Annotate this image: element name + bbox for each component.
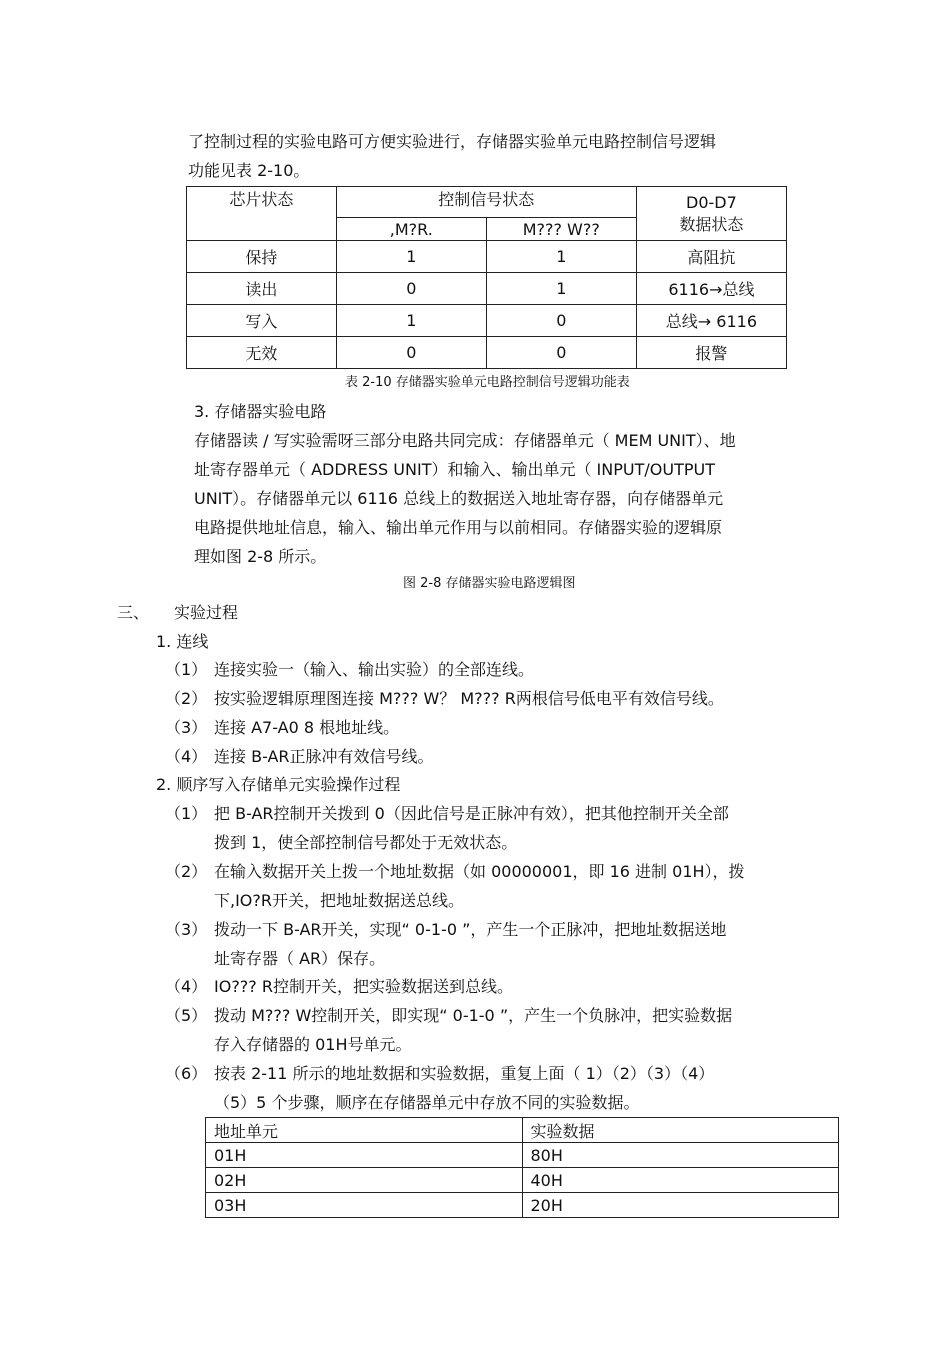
- address-cell: 02H: [206, 1168, 523, 1193]
- data-state-cell: 报警: [636, 337, 786, 369]
- step-3-number: （3）: [165, 920, 208, 939]
- table-2-10: [186, 186, 787, 369]
- step-5-line-2: 存入存储器的 01H号单元。: [214, 1035, 412, 1054]
- step-1-line-2: 拨到 1，使全部控制信号都处于无效状态。: [214, 833, 518, 852]
- table-header-data: 实验数据: [522, 1118, 839, 1143]
- section-3-para-line-3: UNIT）。存储器单元以 6116 总线上的数据送入地址寄存器，向存储器单元: [194, 489, 724, 508]
- address-cell: 03H: [206, 1193, 523, 1218]
- wiring-item-1-text: 连接实验一（输入、输出实验）的全部连线。: [214, 660, 535, 679]
- address-cell: 01H: [206, 1143, 523, 1168]
- mw-cell: 0: [486, 305, 636, 337]
- table-row: [187, 273, 787, 305]
- figure-2-8-caption: 图 2-8 存储器实验电路逻辑图: [403, 576, 576, 591]
- table-row: [206, 1168, 839, 1193]
- step-2-line-2: 下,IO?R开关，把地址数据送总线。: [214, 891, 465, 910]
- data-cell: 40H: [522, 1168, 839, 1193]
- intro-line-1: 了控制过程的实验电路可方便实验进行，存储器实验单元电路控制信号逻辑: [188, 132, 717, 151]
- wiring-item-3-text: 连接 A7-A0 8 根地址线。: [214, 718, 400, 737]
- chip-state-cell: 写入: [187, 305, 337, 337]
- subsection-1-heading: 1. 连线: [156, 632, 209, 651]
- step-5-line-1: 拨动 M??? W控制开关，即实现“ 0-1-0 ”，产生一个负脉冲，把实验数据: [214, 1006, 733, 1025]
- step-5-number: （5）: [165, 1006, 208, 1025]
- section-3-para-line-2: 址寄存器单元（ ADDRESS UNIT）和输入、输出单元（ INPUT/OUTPUT: [194, 460, 715, 479]
- wiring-item-3-number: （3）: [165, 718, 208, 737]
- step-2-line-1: 在输入数据开关上拨一个地址数据（如 00000001，即 16 进制 01H），拨: [214, 862, 745, 881]
- mr-cell: 1: [336, 305, 486, 337]
- table-subheader-mr: ,M?R.: [336, 218, 486, 241]
- wiring-item-4-number: （4）: [165, 747, 208, 766]
- table-row: [206, 1143, 839, 1168]
- step-3-line-1: 拨动一下 B-AR开关，实现“ 0-1-0 ”，产生一个正脉冲，把地址数据送地: [214, 920, 727, 939]
- intro-line-2: 功能见表 2-10。: [188, 161, 310, 180]
- data-state-cell: 6116→总线: [636, 273, 786, 305]
- data-cell: 20H: [522, 1193, 839, 1218]
- section-3-para-line-1: 存储器读 / 写实验需呀三部分电路共同完成：存储器单元（ MEM UNIT）、地: [194, 431, 736, 450]
- table-header-data-state: [636, 187, 786, 241]
- data-state-line-2: 数据状态: [679, 214, 744, 234]
- table-2-11: [205, 1117, 839, 1218]
- section-3-para-line-4: 电路提供地址信息，输入、输出单元作用与以前相同。存储器实验的逻辑原: [194, 518, 723, 537]
- step-6-line-2: （5）5 个步骤，顺序在存储器单元中存放不同的实验数据。: [214, 1093, 640, 1112]
- table-header-control-signal: 控制信号状态: [336, 187, 636, 218]
- data-state-line-1: D0-D7: [686, 192, 737, 212]
- mw-cell: 0: [486, 337, 636, 369]
- step-4-number: （4）: [165, 977, 208, 996]
- mw-cell: 1: [486, 241, 636, 273]
- table-row: [206, 1193, 839, 1218]
- section-3-para-line-5: 理如图 2-8 所示。: [194, 547, 327, 566]
- part-3-heading-number: 三、: [117, 603, 150, 622]
- mr-cell: 1: [336, 241, 486, 273]
- step-3-line-2: 址寄存器（ AR）保存。: [214, 949, 386, 968]
- part-3-heading: 实验过程: [174, 603, 239, 622]
- subsection-2-heading: 2. 顺序写入存储单元实验操作过程: [156, 775, 401, 794]
- mw-cell: 1: [486, 273, 636, 305]
- data-state-cell: 总线→ 6116: [636, 305, 786, 337]
- step-6-number: （6）: [165, 1064, 208, 1083]
- chip-state-cell: 读出: [187, 273, 337, 305]
- step-4-line-1: IO??? R控制开关，把实验数据送到总线。: [214, 977, 513, 996]
- wiring-item-2-text: 按实验逻辑原理图连接 M??? W？ M??? R两根信号低电平有效信号线。: [214, 689, 724, 708]
- section-3-heading: 3. 存储器实验电路: [194, 402, 327, 421]
- table-subheader-mw: M??? W??: [486, 218, 636, 241]
- mr-cell: 0: [336, 337, 486, 369]
- chip-state-cell: 保持: [187, 241, 337, 273]
- table-header-chip-state: 芯片状态: [187, 187, 337, 241]
- table-header-address: 地址单元: [206, 1118, 523, 1143]
- wiring-item-4-text: 连接 B-AR正脉冲有效信号线。: [214, 747, 434, 766]
- step-2-number: （2）: [165, 862, 208, 881]
- wiring-item-2-number: （2）: [165, 689, 208, 708]
- step-1-line-1: 把 B-AR控制开关拨到 0（因此信号是正脉冲有效），把其他控制开关全部: [214, 804, 729, 823]
- mr-cell: 0: [336, 273, 486, 305]
- data-state-cell: 高阻抗: [636, 241, 786, 273]
- table-2-10-caption: 表 2-10 存储器实验单元电路控制信号逻辑功能表: [345, 375, 630, 390]
- step-1-number: （1）: [165, 804, 208, 823]
- wiring-item-1-number: （1）: [165, 660, 208, 679]
- data-cell: 80H: [522, 1143, 839, 1168]
- table-row: [187, 305, 787, 337]
- table-row: [187, 337, 787, 369]
- chip-state-cell: 无效: [187, 337, 337, 369]
- step-6-line-1: 按表 2-11 所示的地址数据和实验数据，重复上面（ 1）（2）（3）（4）: [214, 1064, 715, 1083]
- table-row: [187, 241, 787, 273]
